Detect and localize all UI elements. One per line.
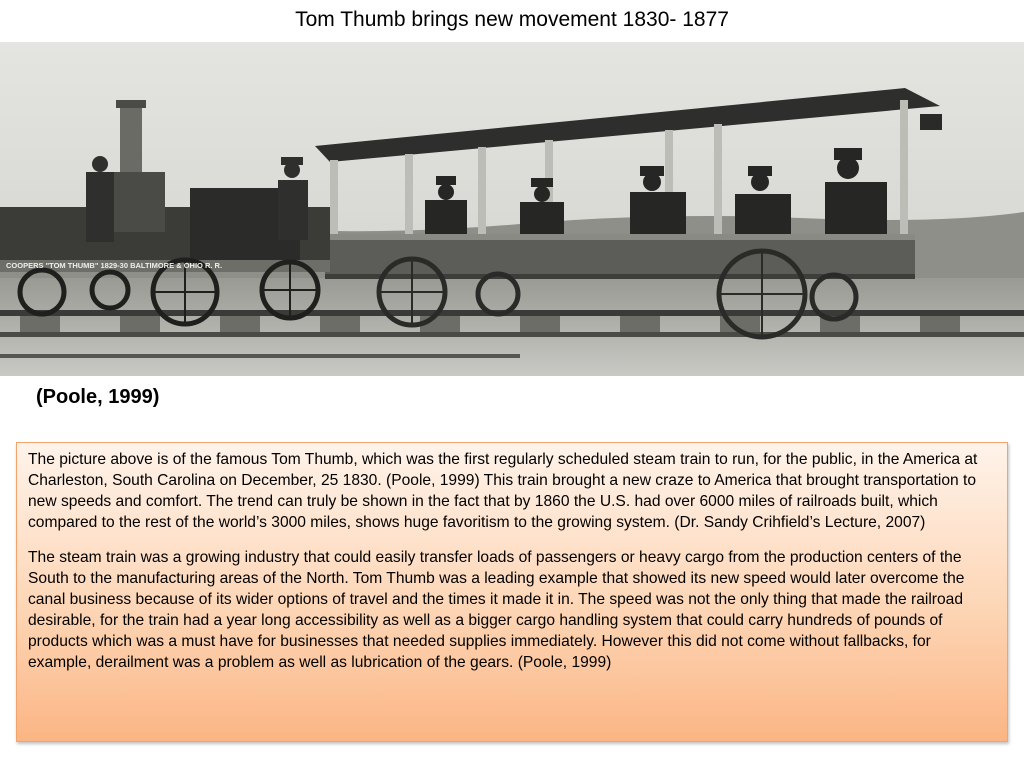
- photo-citation: (Poole, 1999): [36, 386, 160, 408]
- tom-thumb-train-photo: [0, 42, 1024, 376]
- paragraph-1: The picture above is of the famous Tom Thumb, which was the first regularly scheduled steam train to run, for the public, in the America at Charleston, South Carolina on December, 25 1830. (Poole, 1999) This train brought a new craze to America that brought transportation to new speeds and comfort. The trend can truly be shown in the fact that by 1860 the U.S. had over 6000 miles of railroads built, which compared to the rest of the world’s 3000 miles, shows huge favoritism to the growing system. (Dr. Sandy Crihfield’s Lecture, 2007): [28, 451, 978, 531]
- slide-title: Tom Thumb brings new movement 1830- 1877: [295, 8, 729, 31]
- description-textbox: [16, 442, 1008, 742]
- train-sign-text: COOPERS "TOM THUMB" 1829-30 BALTIMORE & OHIO R. R.: [6, 261, 223, 270]
- paragraph-2: The steam train was a growing industry that could easily transfer loads of passengers or heavy cargo from the production centers of the South to the manufacturing areas of the North. Tom Thumb was a leading example that showed its new speed would later overcome the canal business because of its wider options of travel and the times it made it in. The speed was not the only thing that made the railroad desirable, for the train had a year long accessibility as well as a bigger cargo handling system that could carry hundreds of pounds of products which was a must have for businesses that needed supplies immediately. However this did not come without fallbacks, for example, derailment was a problem as well as lubrication of the gears. (Poole, 1999): [28, 549, 965, 671]
